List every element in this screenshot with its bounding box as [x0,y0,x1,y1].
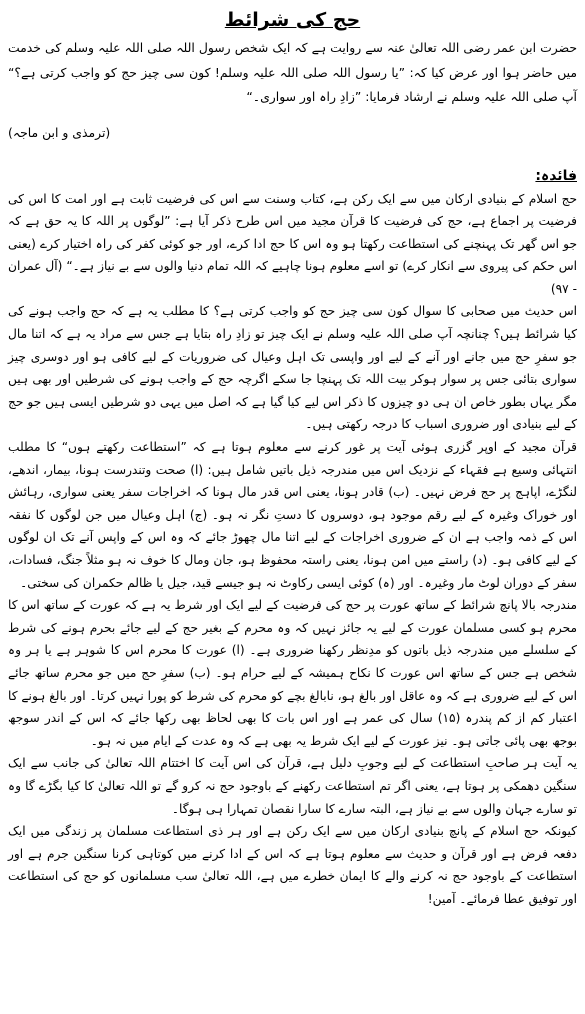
hadith-text: حضرت ابن عمر رضی اللہ تعالیٰ عنہ سے روایت ہے کہ ایک شخص رسول اللہ صلی اللہ علیہ وسلم کی خدمت میں حاضر ہوا اور عرض کیا کہ: ”یا رسول اللہ صلی اللہ علیہ وسلم! کون سی چیز حج کو واجب کرتی ہے؟“ آپ صلی اللہ علیہ وسلم نے ارشاد فرمایا: ”زادِ راہ اور سواری۔“ [8,40,577,104]
hadith-reference: (ترمذی و ابن ماجہ) [8,124,111,140]
paragraph: اس حدیث میں صحابی کا سوال کون سی چیز حج کو واجب کرتی ہے؟ کا مطلب یہ ہے کہ حج واجب ہونے کی کیا شرائط ہیں؟ چنانچہ آپ صلی اللہ علیہ وسلم نے ایک چیز تو زادِ راہ بتایا ہے جس سے مراد یہ ہے کہ اتنا مال جو سفرِ حج میں جانے اور آنے کے لیے اور واپسی تک اہل وعیال کی ضروریات کے لیے کافی ہو اور دوسری چیز سواری بتائی جس پر سوار ہوکر بیت اللہ تک پہنچا جا سکے اگرچہ حج کے واجب ہونے کی شرطیں اور بھی ہیں مگر یہاں بطور خاص ان ہی دو چیزوں کا ذکر اس لیے کیا گیا ہے کہ اصل میں یہی دو شرطیں ایسی ہیں جو حج کے لیے بنیادی اور ضروری اسباب کا درجہ رکھتی ہیں۔ [8,304,577,432]
commentary-body [8,188,577,911]
page-title: حج کی شرائط [224,9,361,31]
paragraph: یہ آیت ہر صاحبِ استطاعت کے لیے وجوبِ دلیل ہے، قرآن کی اس آیت کا اختتام اللہ تعالیٰ کی جانب سے ایک سنگین دھمکی پر ہوتا ہے، یعنی اگر تم استطاعت رکھنے کے باوجود حج نہ کرو گے تو اللہ تعالیٰ کا کیا بگڑے گا وہ تو سارے جہان والوں سے بے نیاز ہے، البتہ سارے کا سارا نقصان تمہارا ہی ہوگا۔ [8,756,577,816]
paragraph: کیونکہ حج اسلام کے پانچ بنیادی ارکان میں سے ایک رکن ہے اور ہر ذی استطاعت مسلمان پر زندگی میں ایک دفعہ فرض ہے اور قرآن و حدیث سے معلوم ہوتا ہے کہ اس کے ادا کرنے میں کوتاہی کرنا سنگین جرم ہے اور استطاعت کے باوجود حج نہ کرنے والے کا ایمان خطرے میں ہے، اللہ تعالیٰ سب مسلمانوں کو حج کی استطاعت اور توفیق عطا فرمائے۔ آمین! [8,824,577,906]
paragraph: قرآن مجید کے اوپر گزری ہوئی آیت پر غور کرنے سے معلوم ہوتا ہے کہ ”استطاعت رکھتے ہوں“ کا مطلب انتہائی وسیع ہے فقہاء کے نزدیک اس میں مندرجہ ذیل باتیں شامل ہیں: (ا) صحت وتندرست ہونا، بیمار، اندھے، لنگڑے، اپاہج پر حج فرض نہیں۔ (ب) قادر ہونا، یعنی اس قدر مال ہونا کہ اخراجات سفر یعنی سواری، رہائش اور خوراک وغیرہ کے لیے رقم موجود ہو، دوسروں کا دستِ نگر نہ ہو۔ (ج) اہل وعیال میں جن لوگوں کا نفقہ اس کے ذمہ واجب ہے ان کے ضروری اخراجات کے لیے اتنا مال چھوڑ جائے کہ وہ اس کے واپس آنے تک ان لوگوں کے لیے کافی ہو۔ (د) راستے میں امن ہونا، یعنی راستہ محفوظ ہو، جان ومال کا خوف نہ ہو مثلاً جنگ، فسادات، سفر کے دوران لوٹ مار وغیرہ۔ اور (ہ) کوئی ایسی رکاوٹ نہ ہو جیسے قید، جیل یا ظالم حکمران کی سختی۔ [8,440,577,590]
section-heading: فائدہ: [535,167,577,184]
paragraph: مندرجہ بالا پانچ شرائط کے ساتھ عورت پر حج کی فرضیت کے لیے ایک اور شرط یہ ہے کہ عورت کے ساتھ اس کا محرم ہو کسی مسلمان عورت کے لیے یہ جائز نہیں کہ وہ محرم کے بغیر حج کے لیے جائے بحرم ہونے کی شرط کے سلسلے میں مندرجہ ذیل باتوں کو مدِنظر رکھنا ضروری ہے۔ (ا) عورت کا محرم اس کا شوہر ہے یا ہر وہ شخص ہے جس کے ساتھ اس عورت کا نکاح ہمیشہ کے لیے حرام ہو۔ (ب) سفرِ حج میں جو محرم ساتھ جائے اس کے لیے ضروری ہے کہ وہ عاقل اور بالغ ہو، نابالغ بچے کو محرم کی شرط کو پورا نہیں کرتا۔ اور بالغ ہونے کا اعتبار کم از کم پندرہ (۱۵) سال کی عمر ہے اور اس بات کا بھی لحاظ بھی رکھا جائے کہ اس کے اندر سوجھ بوجھ بھی پائی جاتی ہو۔ نیز عورت کے لیے ایک شرط یہ بھی ہے کہ وہ عدت کے ایام میں نہ ہو۔ [8,598,577,748]
paragraph: حج اسلام کے بنیادی ارکان میں سے ایک رکن ہے، کتاب وسنت سے اس کی فرضیت ثابت ہے اور امت کا اس کی فرضیت پر اجماع ہے، حج کی فرضیت کا قرآن مجید میں اس طرح ذکر آیا ہے: ”لوگوں پر اللہ کا یہ حق ہے کہ جو اس گھر تک پہنچنے کی استطاعت رکھتا ہو وہ اس کا حج ادا کرے، اور جو کوئی کفر کی راہ اختیار کرے (یعنی اس حکم کی پیروی سے انکار کرے) تو اسے معلوم ہونا چاہیے کہ اللہ تمام دنیا والوں سے بے نیاز ہے۔“ (آل عمران - ۹۷) [8,191,577,296]
